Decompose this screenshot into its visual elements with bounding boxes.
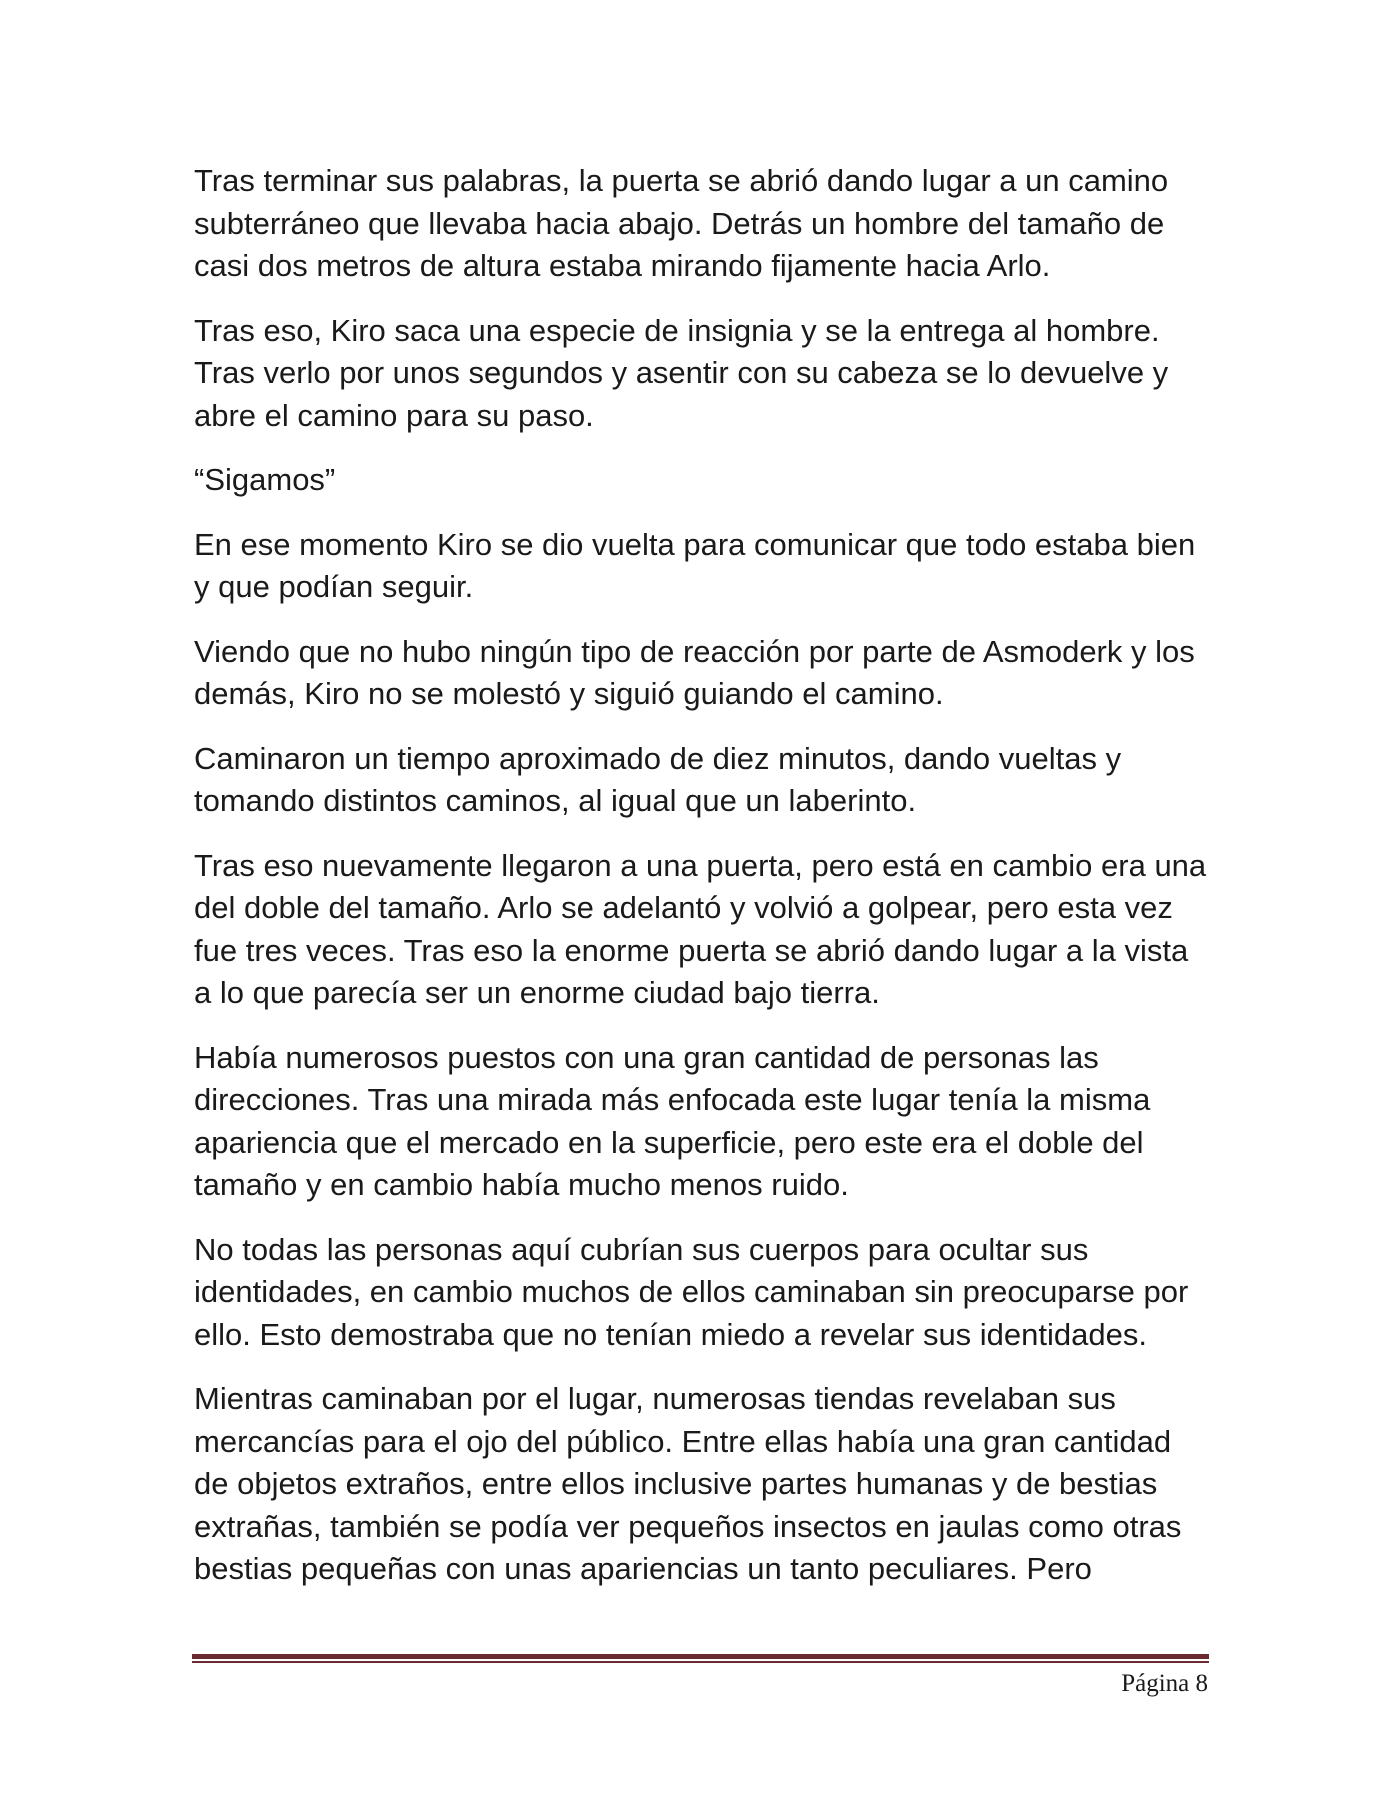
paragraph-2: Tras eso, Kiro saca una especie de insignia y se la entrega al hombre. Tras verlo por unos segundos y asentir con su cabeza se lo devuelve y abre el camino para su paso. [194, 312, 1169, 433]
paragraph-4: En ese momento Kiro se dio vuelta para comunicar que todo estaba bien y que podían seguir. [194, 526, 1196, 604]
paragraph-8: Había numerosos puestos con una gran cantidad de personas las direcciones. Tras una mirada más enfocada este lugar tenía la misma apariencia que el mercado en la superficie, pero este era el doble del tamaño y en cambio había mucho menos ruido. [194, 1039, 1151, 1202]
paragraph-9: No todas las personas aquí cubrían sus cuerpos para ocultar sus identidades, en cambio muchos de ellos caminaban sin preocuparse por ello. Esto demostraba que no tenían miedo a revelar sus identidades. [194, 1231, 1189, 1352]
paragraph-10: Mientras caminaban por el lugar, numerosas tiendas revelaban sus mercancías para el ojo del público. Entre ellas había una gran cantidad de objetos extraños, entre ellos inclusive partes humanas y de bestias extrañas, también se podía ver pequeños insectos en jaulas como otras bestias pequeñas con unas apariencias un tanto peculiares. Pero [194, 1381, 1182, 1586]
paragraph-3: “Sigamos” [194, 462, 336, 497]
footer-rule [192, 1654, 1209, 1663]
paragraph-7: Tras eso nuevamente llegaron a una puerta, pero está en cambio era una del doble del tamaño. Arlo se adelantó y volvió a golpear, pero esta vez fue tres veces. Tras eso la enorme puerta se abrió dando lugar a la vista a lo que parecía ser un enorme ciudad bajo tierra. [194, 847, 1207, 1010]
paragraph-6: Caminaron un tiempo aproximado de diez minutos, dando vueltas y tomando distintos caminos, al igual que un laberinto. [194, 740, 1122, 818]
paragraph-5: Viendo que no hubo ningún tipo de reacción por parte de Asmoderk y los demás, Kiro no se molestó y siguió guiando el camino. [194, 633, 1195, 711]
footer-rule-thin [192, 1661, 1209, 1663]
page-number: Página 8 [1121, 1670, 1208, 1697]
body-text [194, 160, 1214, 1613]
paragraph-1: Tras terminar sus palabras, la puerta se abrió dando lugar a un camino subterráneo que llevaba hacia abajo. Detrás un hombre del tamaño de casi dos metros de altura estaba mirando fijamente hacia Arlo. [194, 163, 1169, 283]
